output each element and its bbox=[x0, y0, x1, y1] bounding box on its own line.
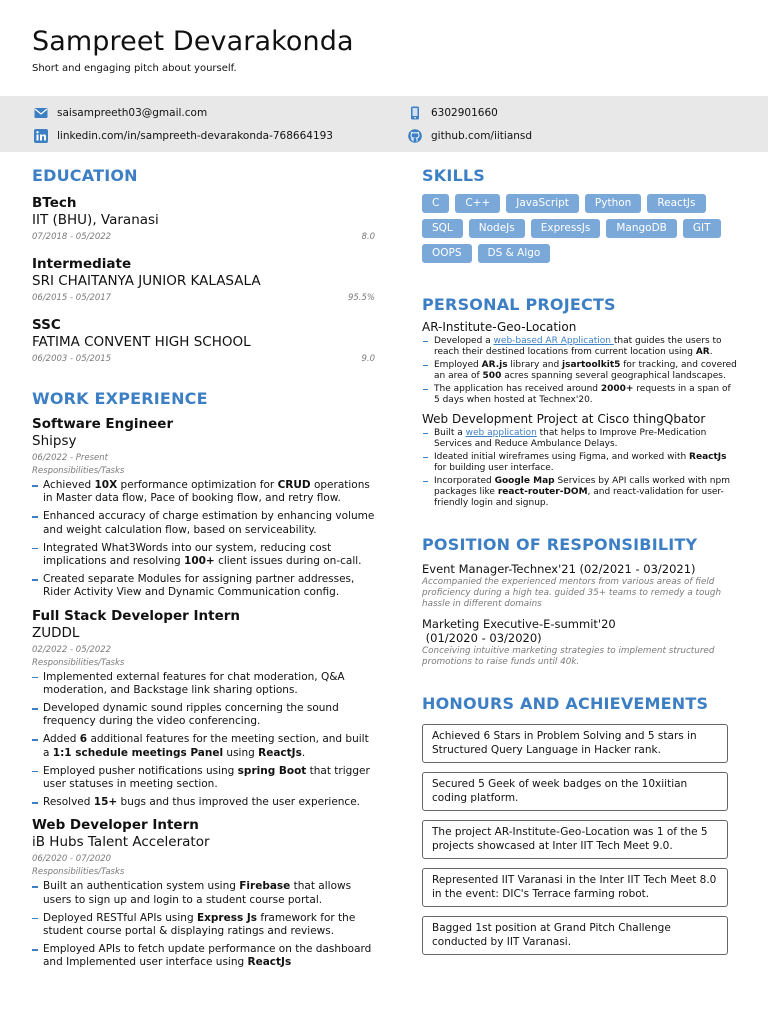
job-role: Full Stack Developer Intern bbox=[32, 607, 240, 624]
honours-section bbox=[422, 694, 738, 955]
education-heading: EDUCATION bbox=[32, 166, 138, 185]
responsibilities-label: Responsibilities/Tasks bbox=[32, 657, 125, 668]
job-dates: 06/2020 - 07/2020 bbox=[32, 854, 112, 865]
email-text[interactable]: saisampreeth03@gmail.com bbox=[57, 107, 208, 119]
education-score: 95.5% bbox=[347, 293, 375, 303]
degree-title: Intermediate bbox=[32, 256, 132, 272]
school-name: SRI CHAITANYA JUNIOR KALASALA bbox=[32, 273, 261, 289]
project-bullets bbox=[422, 336, 738, 406]
list-item: Developed dynamic sound ripples concerning the sound frequency during the video conferencing. bbox=[32, 702, 375, 728]
left-column bbox=[32, 166, 375, 975]
education-section bbox=[32, 166, 375, 364]
skill-tag: C bbox=[422, 194, 449, 213]
job-bullets bbox=[32, 671, 375, 810]
skill-tag: DS & Algo bbox=[478, 244, 551, 263]
projects-section bbox=[422, 295, 738, 509]
responsibilities-label: Responsibilities/Tasks bbox=[32, 867, 125, 878]
skills-heading: SKILLS bbox=[422, 166, 485, 185]
list-item: Built an authentication system using Firebase that allows users to sign up and login to a student course portal. bbox=[32, 880, 375, 906]
project-title: Web Development Project at Cisco thingQbator bbox=[422, 412, 706, 426]
list-item: Implemented external features for chat moderation, Q&A moderation, and Backstage link sharing options. bbox=[32, 671, 375, 697]
honour-item: Secured 5 Geek of week badges on the 10xiitian coding platform. bbox=[422, 772, 728, 811]
position-title: Marketing Executive-E-summit'20 bbox=[422, 617, 616, 631]
list-item: Deployed RESTful APIs using Express Js framework for the student course portal & displaying ratings and reviews. bbox=[32, 912, 375, 938]
education-score: 8.0 bbox=[361, 232, 375, 242]
skill-tag: MangoDB bbox=[606, 219, 677, 238]
project-bullets bbox=[422, 428, 738, 509]
list-item: Created separate Modules for assigning partner addresses, Rider Activity View and Dynamic Communication config. bbox=[32, 573, 375, 599]
job-company: iB Hubs Talent Accelerator bbox=[32, 834, 210, 851]
job-company: ZUDDL bbox=[32, 624, 80, 641]
list-item: Enhanced accuracy of charge estimation by enhancing volume and weight calculation flow, based on serviceability. bbox=[32, 510, 375, 536]
phone-contact[interactable] bbox=[408, 106, 498, 120]
honours-heading: HONOURS AND ACHIEVEMENTS bbox=[422, 694, 709, 713]
skill-tag: SQL bbox=[422, 219, 463, 238]
list-item: Integrated What3Words into our system, reducing cost implications and resolving 100+ client issues during on-call. bbox=[32, 542, 375, 568]
skill-tag: ReactJs bbox=[647, 194, 705, 213]
skill-tag: JavaScript bbox=[506, 194, 579, 213]
education-meta bbox=[32, 354, 375, 364]
linkedin-icon bbox=[34, 129, 48, 143]
skill-tag: ExpressJs bbox=[531, 219, 601, 238]
projects-heading: PERSONAL PROJECTS bbox=[422, 295, 616, 314]
education-dates: 07/2018 - 05/2022 bbox=[32, 232, 112, 242]
job-role: Software Engineer bbox=[32, 416, 174, 432]
positions-heading: POSITION OF RESPONSIBILITY bbox=[422, 535, 698, 554]
right-column bbox=[422, 166, 738, 964]
list-item: Resolved 15+ bugs and thus improved the user experience. bbox=[32, 796, 375, 809]
job-dates: 02/2022 - 05/2022 bbox=[32, 644, 112, 655]
resume-header bbox=[32, 26, 354, 74]
degree-title: BTech bbox=[32, 195, 77, 211]
skill-tag: NodeJs bbox=[469, 219, 525, 238]
education-score: 9.0 bbox=[361, 354, 375, 364]
school-name: FATIMA CONVENT HIGH SCHOOL bbox=[32, 334, 251, 350]
github-contact[interactable] bbox=[408, 129, 532, 143]
list-item: Ideated initial wireframes using Figma, and worked with ReactJs for building user interface. bbox=[422, 452, 738, 474]
education-dates: 06/2015 - 05/2017 bbox=[32, 293, 112, 303]
education-meta bbox=[32, 293, 375, 303]
skill-tag: Python bbox=[585, 194, 641, 213]
education-meta bbox=[32, 232, 375, 242]
linkedin-text[interactable]: linkedin.com/in/sampreeth-devarakonda-768664193 bbox=[57, 130, 333, 142]
skills-section bbox=[422, 166, 738, 263]
position-description: Conceiving intuitive marketing strategies to implement structured promotions to raise funds until 40k. bbox=[422, 646, 715, 667]
list-item: Employed APIs to fetch update performance on the dashboard and Implemented user interface using ReactJs bbox=[32, 943, 375, 969]
linkedin-contact[interactable] bbox=[34, 129, 333, 143]
list-item: Built a web application that helps to Improve Pre-Medication Services and Reduce Ambulance Delays. bbox=[422, 428, 738, 450]
phone-text[interactable]: 6302901660 bbox=[431, 107, 498, 119]
position-dates: (01/2020 - 03/2020) bbox=[422, 631, 542, 645]
job-dates: 06/2022 - Present bbox=[32, 453, 109, 463]
github-icon bbox=[408, 129, 422, 143]
position-title: Event Manager-Technex'21 (02/2021 - 03/2021) bbox=[422, 562, 696, 576]
job-role: Web Developer Intern bbox=[32, 817, 199, 834]
honour-item: Bagged 1st position at Grand Pitch Challenge conducted by IIT Varanasi. bbox=[422, 916, 728, 955]
project-link[interactable]: web-based AR Application bbox=[493, 336, 614, 346]
job-company: Shipsy bbox=[32, 433, 77, 449]
phone-icon bbox=[408, 106, 422, 120]
work-section bbox=[32, 389, 375, 970]
list-item: Incorporated Google Map Services by API calls worked with npm packages like react-router-DOM, and react-validation for user-friendly login and signup. bbox=[422, 476, 738, 509]
list-item: The application has received around 2000+ requests in a span of 5 days when hosted at Technex'20. bbox=[422, 384, 738, 406]
list-item: Developed a web-based AR Application that guides the users to reach their destined locations from current location using AR. bbox=[422, 336, 738, 358]
list-item: Added 6 additional features for the meeting section, and built a 1:1 schedule meetings Panel using ReactJs. bbox=[32, 733, 375, 759]
honour-item: The project AR-Institute-Geo-Location was 1 of the 5 projects showcased at Inter IIT Tech Meet 9.0. bbox=[422, 820, 728, 859]
job-bullets bbox=[32, 880, 375, 969]
github-text[interactable]: github.com/iitiansd bbox=[431, 130, 533, 142]
list-item: Employed pusher notifications using spring Boot that trigger user statuses in meeting section. bbox=[32, 765, 375, 791]
candidate-name: Sampreet Devarakonda bbox=[32, 26, 354, 57]
positions-section bbox=[422, 535, 738, 668]
pitch-text: Short and engaging pitch about yourself. bbox=[32, 63, 237, 74]
skill-tag: OOPS bbox=[422, 244, 472, 263]
position-description: Accompanied the experienced mentors from various areas of field proficiency during a high tea. guided 35+ teams to remedy a tough hassle in different domains bbox=[422, 577, 722, 609]
contact-bar bbox=[0, 96, 768, 152]
honours-list bbox=[422, 724, 738, 955]
honour-item: Achieved 6 Stars in Problem Solving and 5 stars in Structured Query Language in Hacker rank. bbox=[422, 724, 728, 763]
skill-tag: C++ bbox=[455, 194, 500, 213]
envelope-icon bbox=[34, 106, 48, 120]
degree-title: SSC bbox=[32, 317, 61, 333]
school-name: IIT (BHU), Varanasi bbox=[32, 212, 159, 228]
list-item: Employed AR.js library and jsartoolkit5 for tracking, and covered an area of 500 acres spanning several geographical landscapes. bbox=[422, 360, 738, 382]
list-item: Achieved 10X performance optimization for CRUD operations in Master data flow, Pace of booking flow, and retry flow. bbox=[32, 479, 375, 505]
skills-list bbox=[422, 194, 738, 263]
responsibilities-label: Responsibilities/Tasks bbox=[32, 466, 125, 476]
project-link[interactable]: web application bbox=[465, 428, 537, 438]
skill-tag: GIT bbox=[683, 219, 721, 238]
education-dates: 06/2003 - 05/2015 bbox=[32, 354, 112, 364]
work-heading: WORK EXPERIENCE bbox=[32, 389, 208, 408]
email-contact[interactable] bbox=[34, 106, 207, 120]
job-bullets bbox=[32, 479, 375, 600]
project-title: AR-Institute-Geo-Location bbox=[422, 320, 577, 334]
honour-item: Represented IIT Varanasi in the Inter IIT Tech Meet 8.0 in the event: DIC's Terrace farming robot. bbox=[422, 868, 728, 907]
